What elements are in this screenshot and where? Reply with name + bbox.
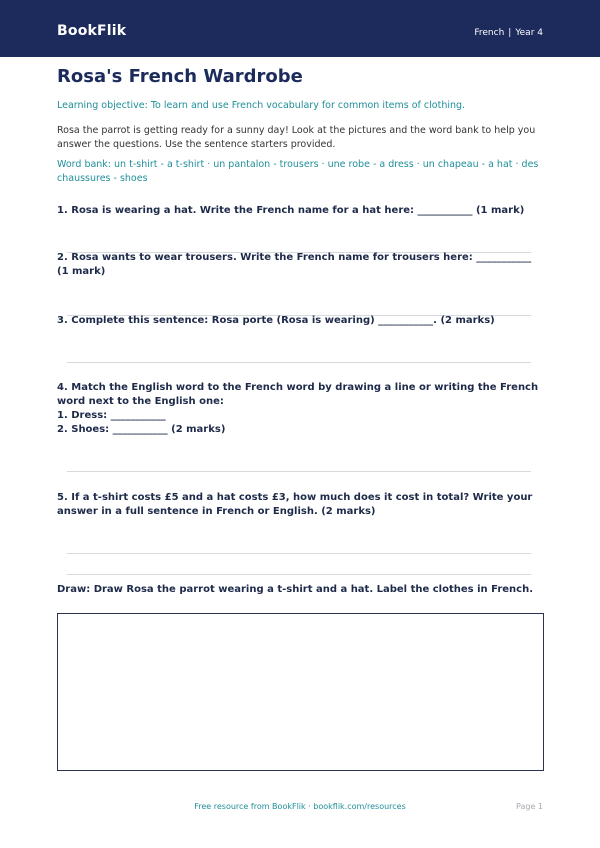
header-bar xyxy=(0,0,600,57)
page-number: Page 1 xyxy=(516,802,543,811)
question-5-text: 5. If a t-shirt costs £5 and a hat costs £3, how much does it cost in total? Write your answer in a full sentence in French or English. (2 marks) xyxy=(57,492,533,517)
learning-objective: Learning objective: To learn and use French vocabulary for common items of clothing. xyxy=(57,100,466,111)
answer-line-5b[interactable] xyxy=(67,574,531,575)
question-4-text: 4. Match the English word to the French word by drawing a line or writing the French word next to the English one: xyxy=(57,382,539,407)
question-3-text: 3. Complete this sentence: Rosa porte (Rosa is wearing) ___________. (2 marks) xyxy=(57,315,495,326)
question-1-text: 1. Rosa is wearing a hat. Write the French name for a hat here: ___________ (1 mark) xyxy=(57,205,525,216)
year-label: Year 4 xyxy=(515,28,543,38)
question-3 xyxy=(57,314,543,328)
question-4-item-dress: 1. Dress: ___________ xyxy=(57,410,166,421)
question-2-text: 2. Rosa wants to wear trousers. Write the French name for trousers here: ___________ (1 mark) xyxy=(57,252,532,277)
question-5 xyxy=(57,491,543,519)
brand-logo: BookFlik xyxy=(57,23,127,39)
word-bank: Word bank: un t-shirt - a t-shirt · un pantalon - trousers · une robe - a dress · un chapeau - a hat · des chaussures - shoes xyxy=(57,159,539,184)
page-title: Rosa's French Wardrobe xyxy=(57,66,303,87)
draw-prompt: Draw: Draw Rosa the parrot wearing a t-shirt and a hat. Label the clothes in French. xyxy=(57,584,533,595)
question-4 xyxy=(57,381,543,437)
question-1 xyxy=(57,204,543,218)
question-2 xyxy=(57,251,543,279)
subject-label: French xyxy=(474,28,505,38)
answer-line-3[interactable] xyxy=(67,362,531,363)
answer-line-4[interactable] xyxy=(67,471,531,472)
question-4-item-shoes: 2. Shoes: ___________ (2 marks) xyxy=(57,424,226,435)
subject-year-label xyxy=(474,28,543,38)
answer-line-5a[interactable] xyxy=(67,553,531,554)
subject-separator: | xyxy=(508,28,512,38)
intro-text: Rosa the parrot is getting ready for a sunny day! Look at the pictures and the word bank to help you answer the questions. Use the sentence starters provided. xyxy=(57,125,536,150)
drawing-area[interactable] xyxy=(57,613,544,771)
footer-text: Free resource from BookFlik · bookflik.com/resources xyxy=(194,802,406,811)
